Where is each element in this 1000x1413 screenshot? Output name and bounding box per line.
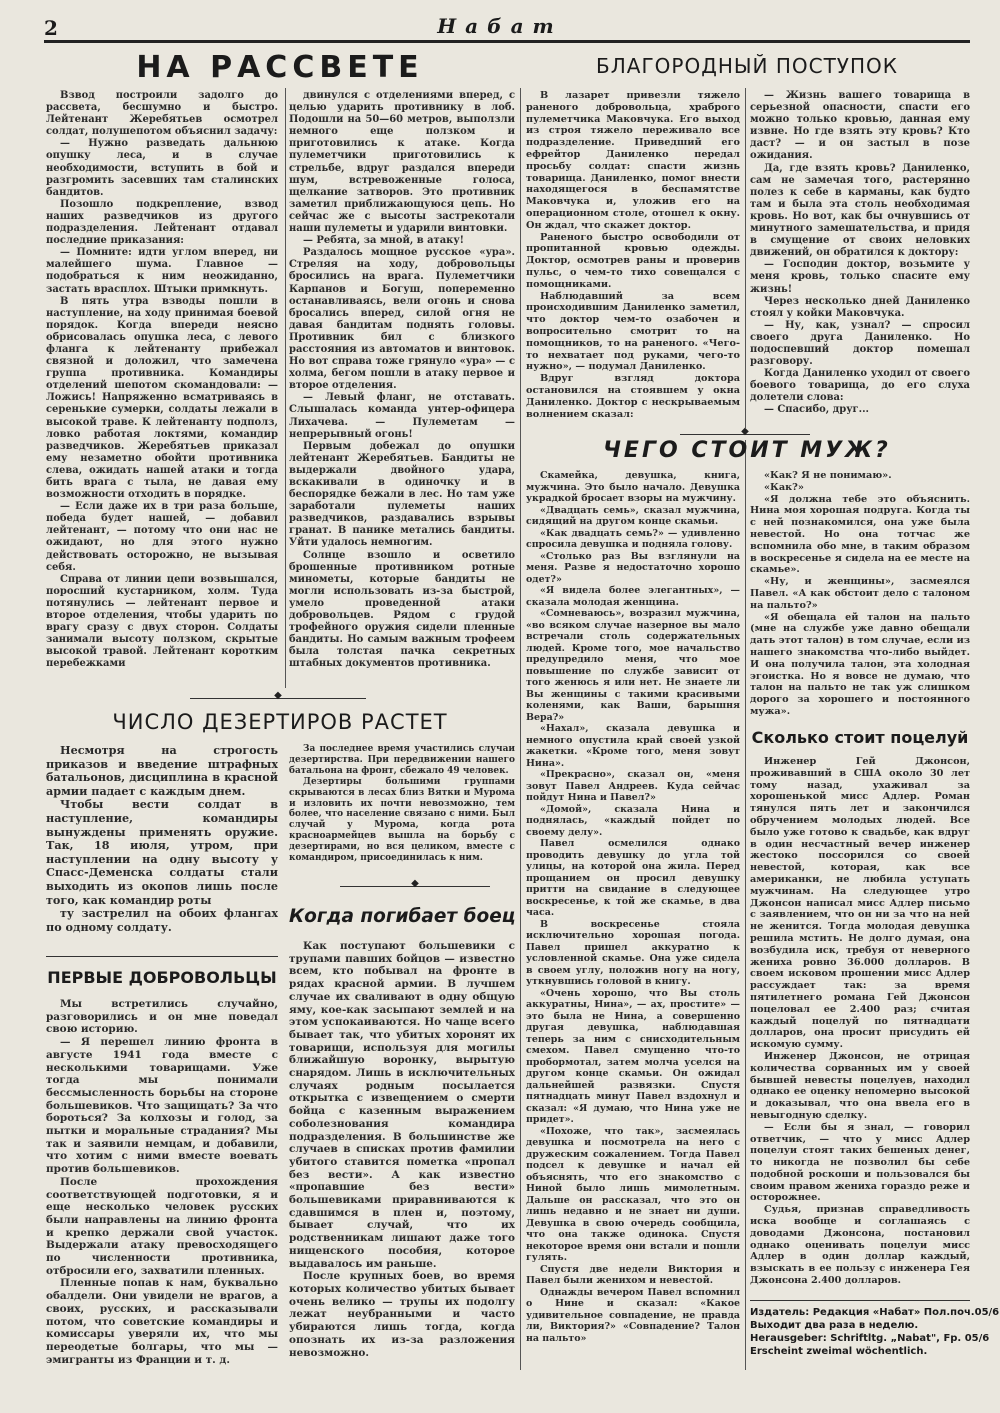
paragraph: — Нужно разведать дальнюю опушку леса, и в случае необходимости, вступить в бой и разгромить засевших там сталинских бандитов. [46, 138, 278, 198]
paragraph: — Я перешел линию фронта в августе 1941 года вместе с несколькими товарищами. Уже тогда мы понимали бессмысленность борьбы на стороне большевиков. Что защищать? За что бороться? За колхозы и голод, за пытки и моральные страдания? Мы так и заявили немцам, и добавили, что хотим с ними вместе воевать против большевиков. [46, 1036, 278, 1176]
chislo-title: ЧИСЛО ДЕЗЕРТИРОВ РАСТЕТ [112, 710, 448, 734]
blagorodny-col-1 [526, 90, 740, 426]
paragraph: Раздалось мощное русское «ура». Стреляя на ходу, добровольцы бросились на врага. Пулеметчики Карпанов и Богуш, попеременно останавливаясь, вели огонь и снова бросались вперед, силой огня не давая бандитам поднять головы. Противник бил с близкого расстояния из автоматов и винтовок. Но вот справа тоже грянуло «ура» — с холма, бегом пошли в атаку первое и второе отделения. [289, 247, 515, 392]
kogda-title: Когда погибает боец [289, 906, 516, 927]
paragraph: Раненого быстро освободили от пропитанной кровью одежды. Доктор, осмотрев раны и проверив пульс, о чем-то тихо совещался с помощниками. [526, 231, 740, 290]
paragraph: Солнце взошло и осветило брошенные противником ротные минометы, которые бандиты не могли использовать из-за быстрой, умело проведенной атаки добровольцев. Рядом с грудой трофейного оружия сидели пленные бандиты. Но самым важным трофеем была толстая пачка секретных штабных документов противника. [289, 549, 515, 670]
column-rule [285, 88, 286, 688]
paragraph: «Я видела более элегантных», — сказала молодая женщина. [526, 585, 740, 608]
column-rule [745, 440, 746, 1370]
paragraph: «Двадцать семь», сказал мужчина, сидящий на другом конце скамьи. [526, 504, 740, 527]
paragraph: Инженер Джонсон, не отрицая количества сорванных им у своей бывшей невесты поцелуев, находил однако ее оценку непомерно высокой и доказывал, что она ввела его в невыгодную сделку. [750, 1050, 970, 1121]
paper-name: Набат [437, 14, 563, 38]
paragraph: В воскресенье стояла исключительно хорошая погода. Павел пришел аккуратно к условленной скамье. Она уже сидела в своем углу, положив ногу на ногу, уткнувшись головой в книгу. [526, 918, 740, 987]
paragraph: «Домой», сказала Нина и поднялась, «каждый пойдет по своему делу». [526, 803, 740, 838]
imprint-line: Herausgeber: Schriftltg. „Nabat", Fp. 05/6 [750, 1333, 990, 1344]
na-rassvete-col-1 [46, 90, 278, 690]
diamond-ornament-icon: ◆ [741, 426, 749, 437]
pervye-title: ПЕРВЫЕ ДОБРОВОЛЬЦЫ [47, 968, 277, 987]
paragraph: «Я должна тебе это объяснить. Нина моя хорошая подруга. Когда ты с ней познакомился, она уже была невестой. Но она тотчас же вспомнила обо мне, в таким образом в воскресенье я сидела на ее месте на скамье». [750, 493, 970, 576]
paragraph: Инженер Гей Джонсон, проживавший в США около 30 лет тому назад, ухаживал за хорошенькой мисс Адлер. Роман тянулся пять лет и закончился обручением молодых людей. Все было уже готово к свадьбе, как вдруг в один несчастный вечер инженер жестоко поссорился со своей невестой, которая, как все американки, не любила уступать мужчинам. На следующее утро Джонсон написал мисс Адлер письмо с заявлением, что он ни за что на ней не женится. Тогда молодая девушка решила мстить. Не долго думая, она возбудила иск, требуя от неверного жениха ровно 36.000 долларов. В своем исковом прошении мисс Адлер рассуждает так: за время пятилетнего романа Гей Джонсон поцеловал ее 2.400 раз; считая каждый поцелуй по пятнадцати долларов, она просит присудить ей искомую сумму. [750, 756, 970, 1051]
paragraph: «Прекрасно», сказал он, «меня зовут Павел Андреев. Куда сейчас пойдут Нина и Павел?» [526, 769, 740, 803]
paragraph: «Как двадцать семь?» — удивленно спросила девушка и подняла голову. [526, 527, 740, 550]
paragraph: Первым добежал до опушки лейтенант Жеребятьев. Бандиты не выдержали двойного удара, вскакивали в одиночку и в беспорядке бежали в лес. Но там уже заработали пулеметы наших разведчиков, раздавались взрывы гранат. В панике метались бандиты. Уйти удалось немногим. [289, 440, 515, 549]
chego-col-1 [526, 470, 740, 1370]
paragraph: Через несколько дней Даниленко стоял у койки Маковчука. [750, 295, 970, 319]
diamond-ornament-icon: ◆ [274, 690, 282, 701]
paragraph: — Левый фланг, не отставать. Слышалась команда унтер-офицера Лихачева. — Пулеметам — непрерывный огонь! [289, 392, 515, 440]
imprint-line: Издатель: Редакция «Набат» Пол.поч.05/6 [750, 1307, 1000, 1318]
paragraph: Как поступают большевики с трупами павших бойцов — известно всем, кто побывал на фронте в рядах красной армии. В лучшем случае их сваливают в одну общую яму, кое-как засыпают землей и на этом успокаиваются. Но чаще всего бывает так, что убитых хоронят их товарищи, используя для могилы ближайшую воронку, вырытую снарядом. Лишь в исключительных случаях родным посылается открытка с извещением о смерти бойца с казенным выражением соболезнования командира подразделения. В большинстве же случаев в списках против фамилии убитого ставится пометка «пропал без вести». А как известно «пропавшие без вести» большевиками приравниваются к сдавшимся в плен и, поэтому, бывает случай, что их родственникам лишают даже того нищенского пособия, которое выдавалось им раньше. [289, 940, 515, 1270]
paragraph: «Нахал», сказала девушка и немного опустила край своей узкой жакетки. «Кроме того, меня зовут Нина». [526, 723, 740, 769]
paragraph: «Как?» [764, 481, 804, 493]
paragraph: Вдруг взгляд доктора остановился на стоявшем у окна Даниленко. Доктор с нескрываемым волнением сказал: [526, 373, 740, 420]
imprint [750, 1306, 1000, 1358]
diamond-ornament-icon: ◆ [411, 878, 419, 889]
imprint-line: Erscheint zweimal wöchentlich. [750, 1346, 928, 1357]
paragraph: Пленные попав к нам, буквально обалдели. Они увидели не врагов, а своих, русских, и рассказывали потом, что советские командиры и комиссары уверяли их, что мы переодетые болгары, что мы — эмигранты из Франции и т. д. [46, 1277, 278, 1366]
paragraph: Павел осмелился однако проводить девушку до угла той улицы, на которой она жила. Перед прощанием он просил девушку притти на свидание в следующее воскресенье, к той же скамье, в два часа. [526, 838, 740, 918]
skolko-col [750, 756, 970, 1294]
paragraph: Однажды вечером Павел вспомнил о Нине и сказал: «Какое удивительное совпадение, не правда ли, Виктория?» «Совпадение? Талон на пальто» [526, 1286, 740, 1344]
chego-col-2 [750, 470, 970, 722]
skolko-title: Сколько стоит поцелуй [751, 728, 969, 747]
paragraph: «Как? Я не понимаю». [764, 470, 892, 481]
blagorodny-col-2 [750, 90, 970, 426]
paragraph: «Очень хорошо, что Вы столь аккуратны, Нина», — ах, простите» — это была не Нина, а совершенно другая девушка, наблюдавшая теперь за ним с снисходительным смехом. Павел смущенно что-то пробормотал, затем молча уселся на другом конце скамьи. Он ожидал дальнейшей развязки. Спустя пятнадцать минут Павел вздохнул и сказал: «Я думаю, что Нина уже не придет». [526, 987, 740, 1125]
paragraph: Скамейка, девушка, книга, мужчина. Это было начало. Девушка украдкой бросает взоры на мужчину. [526, 470, 740, 504]
paragraph: Да, где взять кровь? Даниленко, сам не замечая того, растерянно полез к себе в карманы, как будто там и была эта столь необходимая кровь. Но вот, как бы очнувшись от минутного замешательства, и придя в смущение от своих неловких движений, он обратился к доктору: [750, 162, 970, 259]
paragraph: — Помните: идти углом вперед, ни малейшего шума. Главное — подобраться к ним неожиданно, застать врасплох. Штыки примкнуть. [46, 247, 278, 295]
paragraph: ту застрелил на обоих флангах по одному солдату. [46, 906, 278, 934]
paragraph: Судья, признав справедливость иска вообще и соглашаясь с доводами Джонсона, постановил однако оценивать поцелуи мисс Адлер в один доллар каждый, взыскать в ее пользу с инженера Гея Джонсона 2.400 долларов. [750, 1204, 970, 1287]
paragraph: Взвод построили задолго до рассвета, бесшумно и быстро. Лейтенант Жеребятьев осмотрел солдат, полушепотом объяснил задачу: [46, 90, 278, 138]
imprint-line: Выходит два раза в неделю. [750, 1320, 919, 1331]
paragraph: — Господин доктор, возьмите у меня кровь, только спасите ему жизнь! [750, 259, 970, 295]
na-rassvete-col-2 [289, 90, 515, 690]
paragraph: Спустя две недели Виктория и Павел были женихом и невестой. [526, 1263, 740, 1286]
paragraph: — Спасибо, друг... [764, 404, 870, 416]
paragraph: В лазарет привезли тяжело раненого добровольца, храброго пулеметчика Маковчука. Его выход из строя тяжело переживало все подразделение. Приведший его ефрейтор Даниленко передал просьбу солдат: спасти жизнь товарища. Даниленко, помог внести находящегося в беспамятстве Маковчука и, уложив его на операционном столе, отошел к окну. Он ждал, что скажет доктор. [526, 90, 740, 231]
paragraph: Позошло подкрепление, взвод наших разведчиков из другого подразделения. Лейтенант отдавал последние приказания: [46, 198, 278, 247]
paragraph: — Ну, как, узнал? — спросил своего друга Даниленко. Но подоспевший доктор помешал разговору. [750, 319, 970, 368]
column-rule [520, 88, 521, 1370]
paragraph: Дезертиры большими группами скрываются в лесах близ Вятки и Мурома и изловить их почти невозможно, тем более, что население связано с ними. Был случай у Мурома, когда рота красноармейцев вышла на борьбу с дезертирами, но вся целиком, вместе с командиром, присоединилась к ним. [289, 776, 515, 864]
imprint-rule [750, 1300, 970, 1301]
paragraph: Несмотря на строгость приказов и введение штрафных батальонов, дисциплина в красной армии падает с каждым днем. [46, 744, 278, 798]
paragraph: Справа от линии цепи возвышался, поросший кустарником, холм. Туда потянулись — лейтенант первое и второе отделения, чтобы ударить по врагу сразу с двух сторон. Солдаты занимали высоту ползком, скрытые высокой травой. Лейтенант коротким перебежками [46, 573, 278, 670]
paragraph: Наблюдавший за всем происходившим Даниленко заметил, что доктор чем-то озабочен и вопросительно смотрит то на помощников, то на раненого. «Чего-то нехватает под руками, чего-то нужно», — подумал Даниленко. [526, 290, 740, 373]
column-rule [745, 88, 746, 428]
paragraph: В пять утра взводы пошли в наступление, на ходу принимая боевой порядок. Когда впереди неясно обрисовалась опушка леса, с левого фланга к лейтенанту прибежал связной и доложил, что замечена группа противника. Командиры отделений шепотом скомандовали: — Ложись! Напряженно всматриваясь в серенькие сумерки, солдаты лежали в высокой траве. К лейтенанту подполз, ловко работая локтями, командир разведчиков. Жеребятьев приказал ему незаметно обойти противника слева, ожидать нашей атаки и тогда бить врага с тыла, не давая ему возможности отходить в порядке. [46, 295, 278, 501]
masthead-rule [44, 40, 970, 43]
paragraph: После крупных боев, во время которых количество убитых бывает очень велико — трупы их подолгу лежат неубранными и часто убираются лишь тогда, когда опознать их из-за разложения невозможно. [289, 1270, 515, 1359]
paragraph: — Ребята, за мной, в атаку! [303, 235, 465, 247]
pervye-col [46, 998, 278, 1370]
paragraph: Чтобы вести солдат в наступление, командиры вынуждены применять оружие. Так, 18 июля, утром, при наступлении на одну высоту у Спасс-Деменска солдаты стали выходить из окопов лишь после того, как командир роты [46, 797, 278, 907]
paragraph: — Если бы я знал, — говорил ответчик, — что у мисс Адлер поцелуи стоят таких бешеных денег, то никогда не позволил бы себе подобной роскоши и пользовался бы своим правом жениха гораздо реже и осторожнее. [750, 1121, 970, 1204]
paragraph: — Жизнь вашего товарища в серьезной опасности, спасти его можно только кровью, данная ему извне. Но где взять эту кровь? Кто даст? — и он застыл в позе ожидания. [750, 90, 970, 162]
na-rassvete-title: НА РАССВЕТЕ [136, 50, 424, 85]
page-number: 2 [44, 16, 58, 40]
paragraph: Когда Даниленко уходил от своего боевого товарища, до его слуха долетели слова: [750, 368, 970, 404]
blagorodny-title: БЛАГОРОДНЫЙ ПОСТУПОК [596, 54, 898, 78]
paragraph: «Ну, и женщины», засмеялся Павел. «А как обстоит дело с талоном на пальто?» [750, 576, 970, 611]
chego-title: ЧЕГО СТОИТ МУЖ? [603, 438, 891, 463]
kogda-col [289, 940, 515, 1370]
chislo-col-2 [289, 744, 515, 884]
paragraph: Мы встретились случайно, разговорились и он мне поведал свою историю. [46, 998, 278, 1036]
section-divider [46, 956, 278, 957]
paragraph: «Я обещала ей талон на пальто (мне на службе уже давно обещали дать этот талон) в том случае, если из нашего знакомства что-либо выйдет. И она получила талон, эта холодная эгоистка. Но я вовсе не думаю, что талон на пальто не так уж слишком дорого за хорошего и постоянного мужа». [750, 611, 970, 717]
paragraph: — Если даже их в три раза больше, победа будет нашей, — добавил лейтенант, — потому что они нас не ожидают, но для этого нужно действовать осторожно, не вызывая себя. [46, 501, 278, 573]
paragraph: После прохождения соответствующей подготовки, я и еще несколько человек русских были направлены на линию фронта и крепко держали свой участок. Выдержали атаку превосходящего по численности противника, отбросили его, захватили пленных. [46, 1175, 278, 1277]
paragraph: «Столько раз Вы взглянули на меня. Разве я недостаточно хорошо одет?» [526, 550, 740, 585]
chislo-col-1 [46, 744, 278, 948]
paragraph: двинулся с отделениями вперед, с целью ударить противнику в лоб. Подошли на 50—60 метров, выползли немного еще ползком и приготовились к атаке. Когда пулеметчики приготовились к стрельбе, вдруг раздался впереди шум, встревоженные голоса, щелкание затворов. Это противник заметил приближающуюся цепь. Но сейчас же с высоты застрекотали наши пулеметы и ударили винтовки. [289, 90, 515, 235]
paragraph: «Сомневаюсь», возразил мужчина, «во всяком случае назерное вы мало встречали столь содержательных людей. Кроме того, мое начальство предупредило меня, что мое повышение по службе зависит от того женюсь я или нет. Не знаете ли Вы женщины с такими красивыми коленями, как Ваши, барышня Вера?» [526, 608, 740, 723]
paragraph: За последнее время участились случаи дезертирства. При передвижении нашего батальона на фронт, сбежало 49 человек. [289, 744, 515, 776]
paragraph: «Похоже, что так», засмеялась девушка и посмотрела на него с дружеским сожалением. Тогда Павел подсел к девушке и начал ей объяснять, что его знакомство с Ниной было лишь мимолетным. Дальше он рассказал, что это он лишь недавно и не знает ни души. Девушка в свою очередь сообщила, что она также одинока. Спустя некоторое время они встали и пошли гулять. [526, 1125, 740, 1263]
